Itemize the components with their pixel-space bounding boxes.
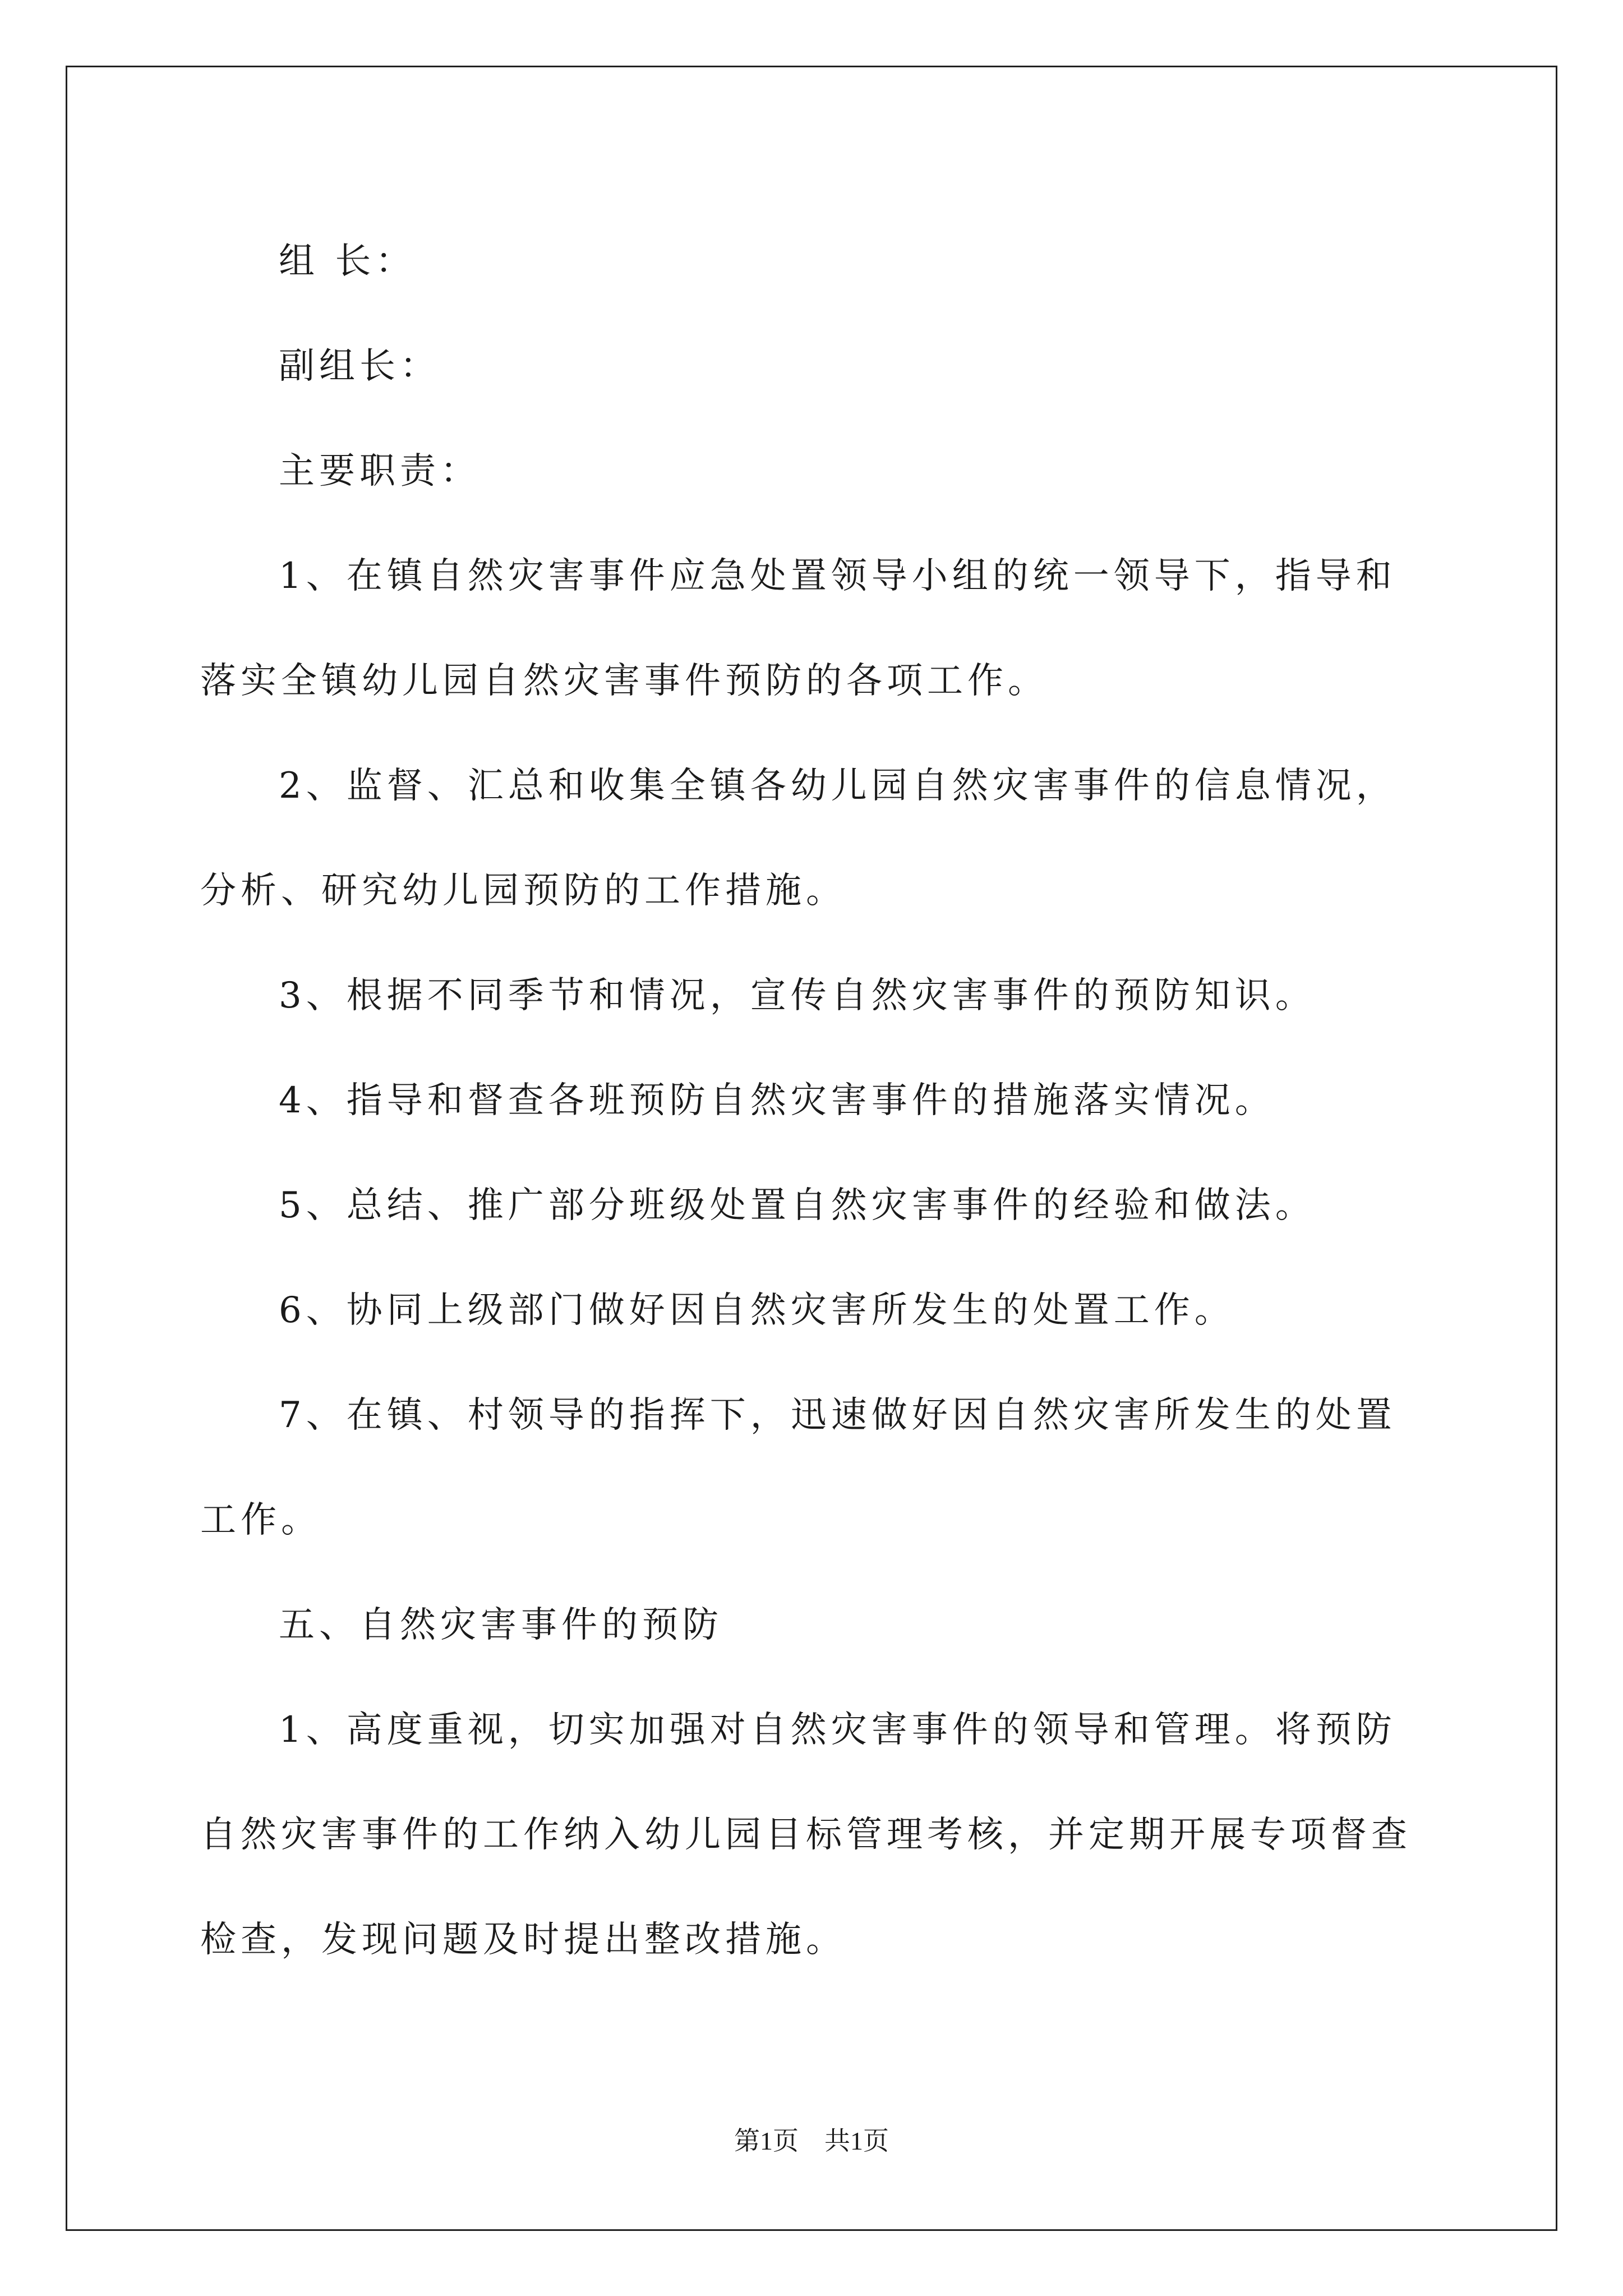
paragraph-prevention-1: 1、高度重视，切实加强对自然灾害事件的领导和管理。将预防自然灾害事件的工作纳入幼儿园目标管理考核，并定期开展专项督查检查，发现问题及时提出整改措施。 (200, 1709, 1412, 1961)
page-footer (0, 2124, 1623, 2158)
page-total: 共1页 (824, 2127, 889, 2155)
paragraph-duty-5: 5、总结、推广部分班级处置自然灾害事件的经验和做法。 (279, 1185, 1316, 1226)
paragraph-team-leader: 组 长： (279, 241, 416, 282)
paragraph-duty-7: 7、在镇、村领导的指挥下，迅速做好因自然灾害所发生的处置工作。 (200, 1395, 1396, 1541)
paragraph-responsibilities-heading: 主要职责： (279, 450, 481, 492)
section-heading-prevention: 五、自然灾害事件的预防 (279, 1604, 723, 1646)
paragraph-duty-1: 1、在镇自然灾害事件应急处置领导小组的统一领导下，指导和落实全镇幼儿园自然灾害事件预防的各项工作。 (200, 555, 1396, 702)
paragraph-duty-4: 4、指导和督查各班预防自然灾害事件的措施落实情况。 (279, 1080, 1275, 1121)
document-body (200, 209, 1431, 1993)
paragraph-deputy-leader: 副组长： (279, 346, 440, 387)
paragraph-duty-2: 2、监督、汇总和收集全镇各幼儿园自然灾害事件的信息情况，分析、研究幼儿园预防的工作措施。 (200, 765, 1396, 912)
paragraph-duty-3: 3、根据不同季节和情况，宣传自然灾害事件的预防知识。 (279, 975, 1316, 1016)
page-number: 第1页 (734, 2127, 799, 2155)
paragraph-duty-6: 6、协同上级部门做好因自然灾害所发生的处置工作。 (279, 1290, 1235, 1331)
